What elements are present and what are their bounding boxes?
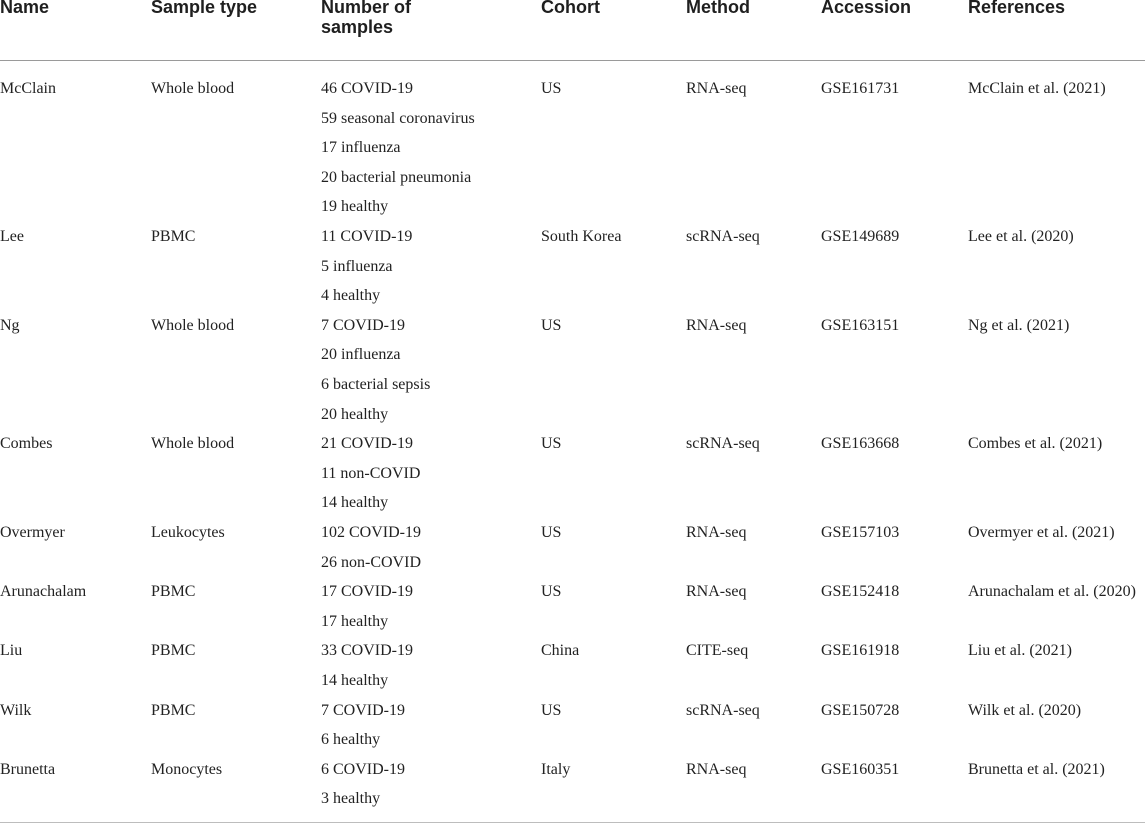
cell-name: Combes: [0, 435, 53, 453]
header-cohort: Cohort: [541, 0, 600, 17]
table-header: [0, 0, 1145, 61]
cell-name: Arunachalam: [0, 583, 87, 601]
cell-number-of-samples: [321, 74, 475, 222]
sample-count-line: 7 COVID-19: [321, 316, 405, 334]
sample-count-line: 20 influenza: [321, 346, 401, 364]
sample-count-line: 33 COVID-19: [321, 642, 413, 660]
cell-cohort: US: [541, 435, 562, 453]
cell-sample-type: PBMC: [151, 642, 196, 660]
cell-accession: GSE161731: [821, 80, 900, 97]
cell-reference: Arunachalam et al. (2020): [968, 583, 1136, 601]
cell-name: Lee: [0, 228, 24, 245]
sample-count-line: 20 bacterial pneumonia: [321, 168, 472, 186]
sample-count-line: 26 non-COVID: [321, 553, 421, 571]
sample-count-line: 17 COVID-19: [321, 583, 413, 601]
sample-count-line: 6 healthy: [321, 731, 381, 749]
cell-sample-type: Leukocytes: [151, 524, 225, 541]
header-sample-type: Sample type: [151, 0, 258, 17]
header-number-line1: Number of: [321, 0, 411, 17]
sample-count-line: 6 COVID-19: [321, 760, 405, 778]
header-accession: Accession: [821, 0, 912, 17]
sample-count-line: 17 influenza: [321, 139, 401, 157]
table-row: [0, 755, 1145, 814]
cell-method: RNA-seq: [686, 583, 747, 601]
cell-method: scRNA-seq: [686, 228, 760, 245]
table-bottom-rule: [0, 822, 1145, 823]
cell-accession: GSE163151: [821, 316, 900, 334]
cell-accession: GSE160351: [821, 760, 900, 778]
cell-number-of-samples: [321, 696, 405, 755]
sample-count-line: 3 healthy: [321, 790, 381, 808]
cell-sample-type: PBMC: [151, 228, 196, 245]
table-row: [0, 696, 1145, 755]
header-number-line2: samples: [321, 17, 394, 37]
cell-cohort: US: [541, 316, 562, 334]
cell-cohort: Italy: [541, 760, 571, 778]
sample-count-line: 59 seasonal coronavirus: [321, 109, 475, 127]
cell-method: RNA-seq: [686, 316, 747, 334]
header-method: Method: [686, 0, 750, 17]
cell-name: Overmyer: [0, 524, 65, 541]
sample-count-line: 14 healthy: [321, 671, 389, 689]
cell-accession: GSE149689: [821, 228, 900, 245]
cell-cohort: China: [541, 642, 580, 660]
cell-accession: GSE157103: [821, 524, 900, 541]
cell-reference: Wilk et al. (2020): [968, 701, 1082, 719]
cell-method: RNA-seq: [686, 760, 747, 778]
cell-accession: GSE161918: [821, 642, 900, 660]
cell-number-of-samples: [321, 577, 413, 636]
sample-count-line: 17 healthy: [321, 612, 389, 630]
header-name: Name: [0, 0, 50, 17]
table-row: [0, 74, 1145, 222]
cell-reference: Combes et al. (2021): [968, 435, 1103, 453]
table-row: [0, 577, 1145, 636]
cell-sample-type: Whole blood: [151, 80, 235, 97]
sample-count-line: 21 COVID-19: [321, 435, 413, 453]
cell-accession: GSE150728: [821, 701, 900, 719]
cell-reference: Overmyer et al. (2021): [968, 524, 1115, 541]
table-row: [0, 429, 1145, 518]
table-row: [0, 311, 1145, 429]
cell-name: Liu: [0, 642, 23, 660]
cell-number-of-samples: [321, 222, 412, 311]
cell-number-of-samples: [321, 429, 420, 518]
cell-cohort: US: [541, 80, 562, 97]
cell-sample-type: PBMC: [151, 701, 196, 719]
cell-method: CITE-seq: [686, 642, 749, 660]
table-row: [0, 222, 1145, 311]
sample-count-line: 6 bacterial sepsis: [321, 375, 431, 393]
cell-number-of-samples: [321, 518, 421, 577]
cell-name: Wilk: [0, 701, 32, 719]
table-row: [0, 636, 1145, 695]
table-row: [0, 518, 1145, 577]
cell-sample-type: Monocytes: [151, 760, 223, 778]
cell-method: scRNA-seq: [686, 435, 760, 453]
sample-count-line: 5 influenza: [321, 257, 393, 275]
cell-number-of-samples: [321, 755, 405, 814]
sample-count-line: 20 healthy: [321, 405, 389, 423]
sample-count-line: 46 COVID-19: [321, 80, 413, 97]
header-references: References: [968, 0, 1066, 17]
sample-count-line: 7 COVID-19: [321, 701, 405, 719]
cell-number-of-samples: [321, 311, 430, 429]
sample-count-line: 11 COVID-19: [321, 228, 413, 245]
cell-method: RNA-seq: [686, 80, 747, 97]
cell-cohort: US: [541, 583, 562, 601]
cell-sample-type: PBMC: [151, 583, 196, 601]
cell-reference: Brunetta et al. (2021): [968, 760, 1105, 778]
sample-count-line: 14 healthy: [321, 494, 389, 512]
cell-cohort: US: [541, 701, 562, 719]
sample-count-line: 4 healthy: [321, 287, 381, 305]
header-number-of-samples: [321, 0, 411, 37]
cell-cohort: South Korea: [541, 228, 622, 245]
cell-method: scRNA-seq: [686, 701, 760, 719]
sample-count-line: 102 COVID-19: [321, 524, 421, 541]
cell-reference: McClain et al. (2021): [968, 80, 1106, 97]
cell-reference: Ng et al. (2021): [968, 316, 1070, 334]
cell-name: McClain: [0, 80, 56, 97]
cell-cohort: US: [541, 524, 562, 541]
cell-accession: GSE163668: [821, 435, 900, 453]
cell-reference: Lee et al. (2020): [968, 228, 1074, 245]
cell-name: Brunetta: [0, 760, 56, 778]
cell-sample-type: Whole blood: [151, 435, 235, 453]
cell-sample-type: Whole blood: [151, 316, 235, 334]
cell-reference: Liu et al. (2021): [968, 642, 1072, 660]
sample-count-line: 19 healthy: [321, 198, 389, 216]
cell-method: RNA-seq: [686, 524, 747, 541]
cell-accession: GSE152418: [821, 583, 900, 601]
cell-name: Ng: [0, 316, 20, 334]
sample-count-line: 11 non-COVID: [321, 464, 421, 482]
cell-number-of-samples: [321, 636, 413, 695]
